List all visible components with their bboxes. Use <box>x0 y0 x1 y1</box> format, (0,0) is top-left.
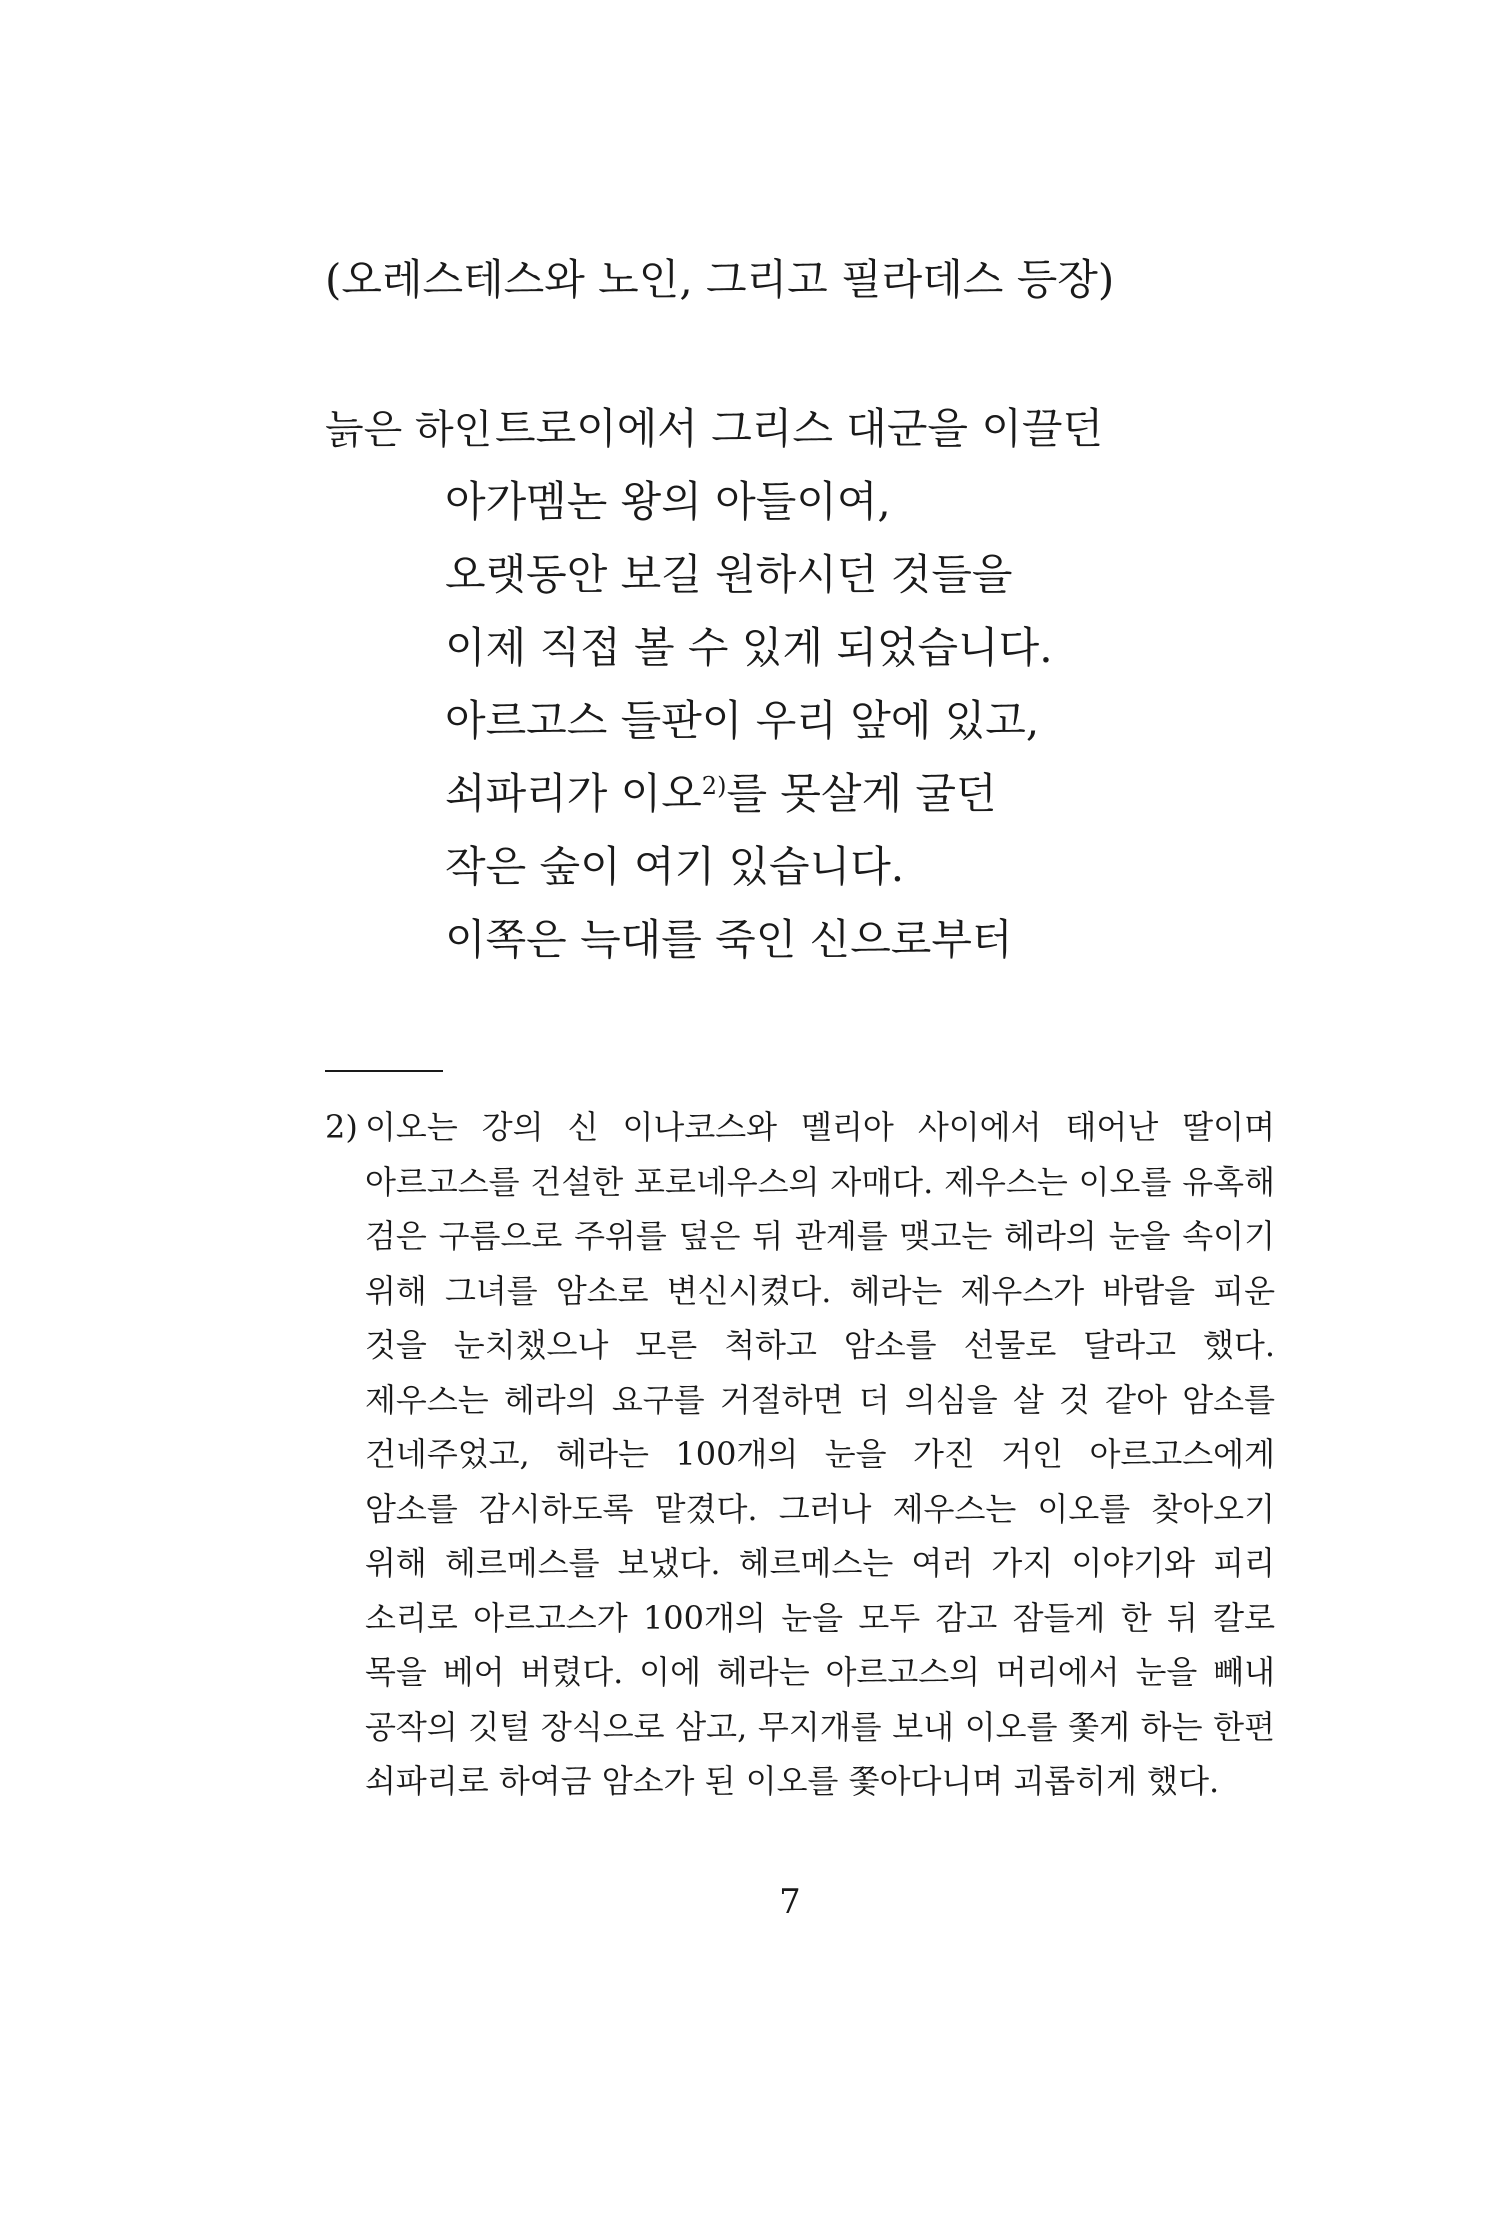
speech-block <box>325 392 1103 976</box>
verse-line: 오랫동안 보길 원하시던 것들을 <box>445 550 1013 599</box>
verse-line: 아르고스 들판이 우리 앞에 있고, <box>445 696 1040 745</box>
verse-line-text: 쇠파리가 이오 <box>445 769 702 818</box>
verse-line: 이쪽은 늑대를 죽인 신으로부터 <box>445 915 1013 964</box>
footnote <box>325 1100 1275 1809</box>
footnote-text: 이오는 강의 신 이나코스와 멜리아 사이에서 태어난 딸이며 아르고스를 건설한 포로네우스의 자매다. 제우스는 이오를 유혹해 검은 구름으로 주위를 덮은 뒤 관계를 맺고는 헤라의 눈을 속이기 위해 그녀를 암소로 변신시켰다. 헤라는 제우스가 바람을 피운 것을 눈치챘으나 모른 척하고 암소를 선물로 달라고 했다. 제우스는 헤라의 요구를 거절하면 더 의심을 살 것 같아 암소를 건네주었고, 헤라는 100개의 눈을 가진 거인 아르고스에게 암소를 감시하도록 맡겼다. 그러나 제우스는 이오를 찾아오기 위해 헤르메스를 보냈다. 헤르메스는 여러 가지 이야기와 피리 소리로 아르고스가 100개의 눈을 모두 감고 잠들게 한 뒤 칼로 목을 베어 버렸다. 이에 헤라는 아르고스의 머리에서 눈을 빼내 공작의 깃털 장식으로 삼고, 무지개를 보내 이오를 쫓게 하는 한편 쇠파리로 하여금 암소가 된 이오를 쫓아다니며 괴롭히게 했다. <box>365 1108 1275 1800</box>
verse-line: 이제 직접 볼 수 있게 되었습니다. <box>445 623 1053 672</box>
verse-line-text: 트로이에서 그리스 대군을 이끌던 <box>495 404 1104 453</box>
footnote-number: 2) <box>325 1108 358 1146</box>
verse-line-with-note <box>445 757 1103 830</box>
footnote-divider <box>325 1070 443 1072</box>
verse-line-text: 를 못살게 굴던 <box>726 769 997 818</box>
footnote-reference[interactable]: 2) <box>701 772 727 800</box>
verse-line: 아가멤논 왕의 아들이여, <box>445 477 891 526</box>
verse-line: 작은 숲이 여기 있습니다. <box>445 842 905 891</box>
verse-line <box>325 392 1103 465</box>
stage-direction: (오레스테스와 노인, 그리고 필라데스 등장) <box>325 255 1115 304</box>
page-number: 7 <box>779 1882 801 1922</box>
speaker-name: 늙은 하인 <box>325 407 493 453</box>
